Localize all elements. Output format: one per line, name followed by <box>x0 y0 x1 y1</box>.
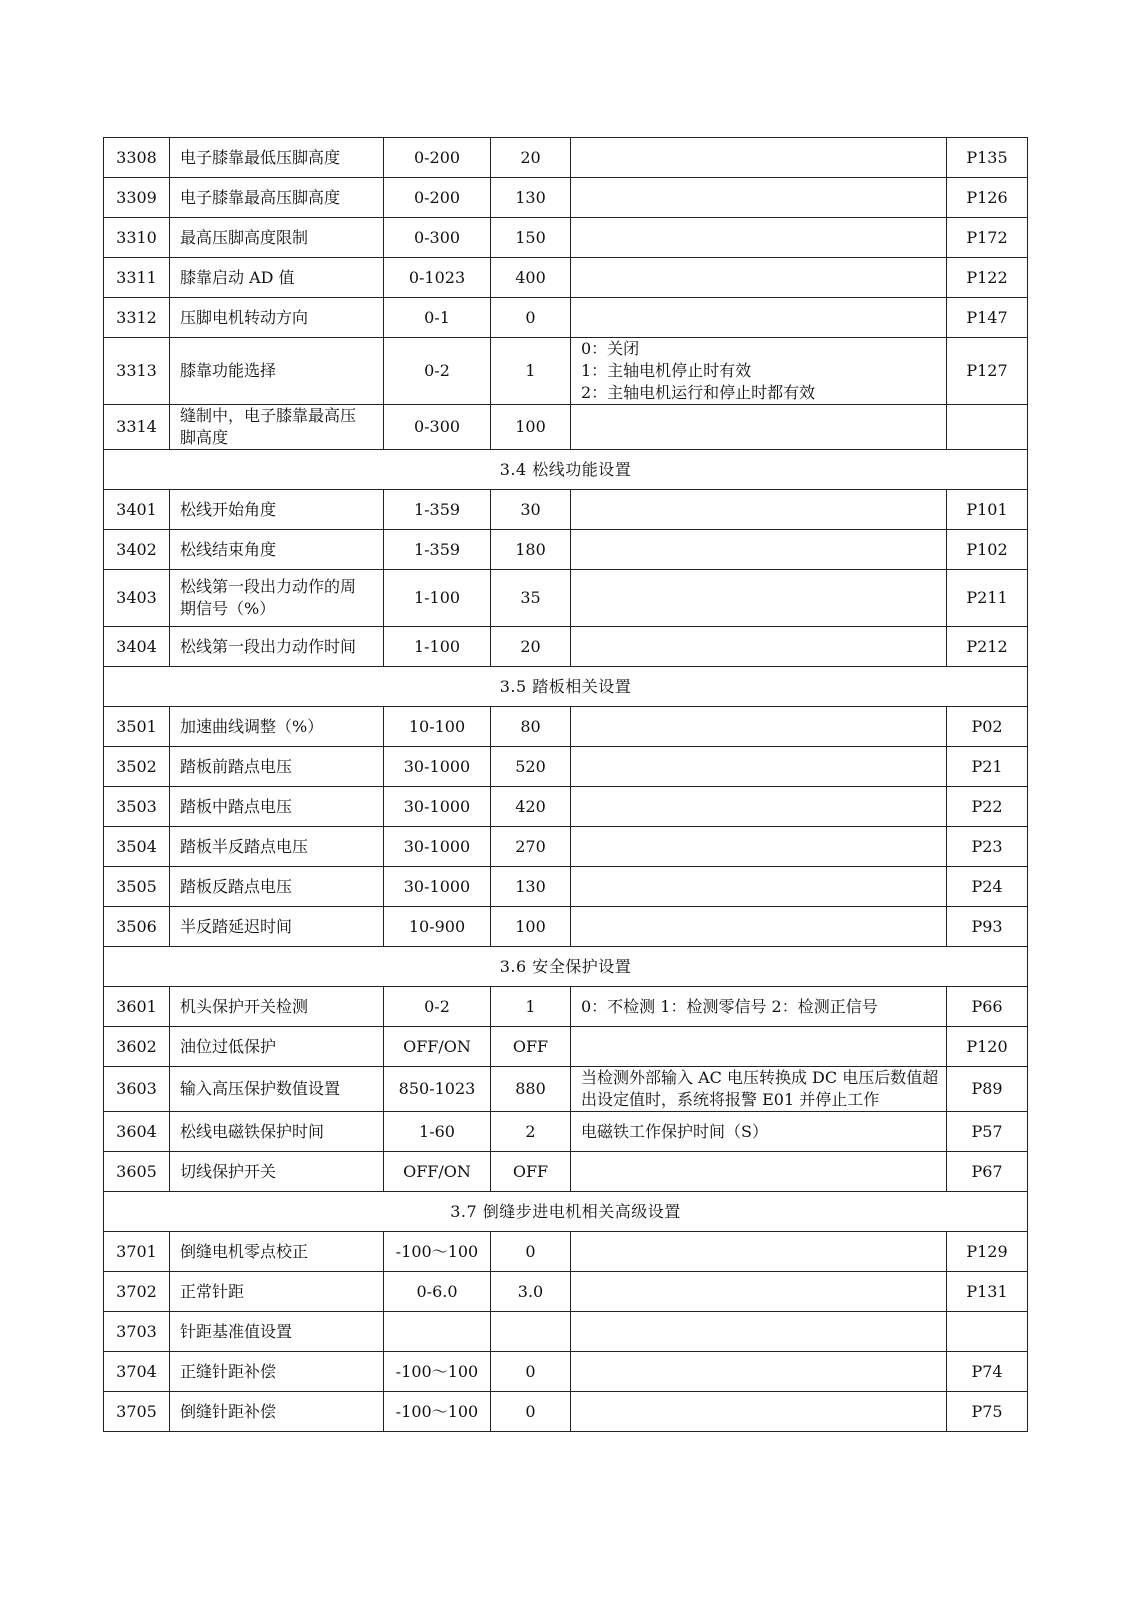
parameter-p-code: P147 <box>947 298 1028 338</box>
parameter-row <box>104 1232 1028 1272</box>
parameter-code: 3401 <box>104 490 170 530</box>
parameter-p-code: P23 <box>947 827 1028 867</box>
parameter-row <box>104 1027 1028 1067</box>
parameter-default: 20 <box>491 627 571 667</box>
parameter-description-line: 0：不检测 1：检测零信号 2：检测正信号 <box>581 996 878 1016</box>
parameter-range: -100～100 <box>384 1392 491 1432</box>
parameter-table-body <box>104 138 1028 1432</box>
parameter-range <box>384 1312 491 1352</box>
parameter-name-line: 压脚电机转动方向 <box>180 307 309 327</box>
parameter-default: 0 <box>491 1352 571 1392</box>
parameter-name <box>170 258 384 298</box>
parameter-range: OFF/ON <box>384 1152 491 1192</box>
parameter-name <box>170 1027 384 1067</box>
parameter-code: 3602 <box>104 1027 170 1067</box>
parameter-row <box>104 178 1028 218</box>
parameter-p-code: P129 <box>947 1232 1028 1272</box>
parameter-row <box>104 627 1028 667</box>
parameter-code: 3402 <box>104 530 170 570</box>
parameter-description <box>571 258 947 298</box>
parameter-row <box>104 405 1028 450</box>
parameter-p-code: P135 <box>947 138 1028 178</box>
parameter-name-line: 油位过低保护 <box>180 1036 277 1056</box>
parameter-default: 100 <box>491 405 571 450</box>
parameter-p-code: P101 <box>947 490 1028 530</box>
parameter-range: 30-1000 <box>384 787 491 827</box>
parameter-range: 10-900 <box>384 907 491 947</box>
parameter-default: 150 <box>491 218 571 258</box>
parameter-name-line: 期信号（%） <box>180 599 276 618</box>
parameter-range: 0-300 <box>384 218 491 258</box>
parameter-description-line: 当检测外部输入 AC 电压转换成 DC 电压后数值超 <box>581 1068 939 1087</box>
parameter-p-code: P120 <box>947 1027 1028 1067</box>
parameter-default: 130 <box>491 867 571 907</box>
parameter-name <box>170 298 384 338</box>
parameter-code: 3703 <box>104 1312 170 1352</box>
parameter-name-line: 半反踏延迟时间 <box>180 916 293 936</box>
parameter-p-code: P74 <box>947 1352 1028 1392</box>
parameter-default: 3.0 <box>491 1272 571 1312</box>
parameter-code: 3502 <box>104 747 170 787</box>
parameter-name-line: 脚高度 <box>180 428 229 447</box>
parameter-name <box>170 1352 384 1392</box>
parameter-default: 520 <box>491 747 571 787</box>
parameter-description <box>571 138 947 178</box>
parameter-code: 3503 <box>104 787 170 827</box>
parameter-default: 0 <box>491 1232 571 1272</box>
parameter-p-code: P93 <box>947 907 1028 947</box>
parameter-p-code <box>947 1312 1028 1352</box>
parameter-code: 3702 <box>104 1272 170 1312</box>
parameter-range: 0-200 <box>384 178 491 218</box>
parameter-code: 3308 <box>104 138 170 178</box>
parameter-row <box>104 1112 1028 1152</box>
parameter-name-line: 最高压脚高度限制 <box>180 227 309 247</box>
parameter-row <box>104 1067 1028 1112</box>
parameter-p-code <box>947 405 1028 450</box>
parameter-row <box>104 907 1028 947</box>
parameter-p-code: P75 <box>947 1392 1028 1432</box>
parameter-range: 1-60 <box>384 1112 491 1152</box>
parameter-row <box>104 787 1028 827</box>
parameter-default: 1 <box>491 987 571 1027</box>
parameter-name-line: 膝靠启动 AD 值 <box>180 267 295 287</box>
parameter-row <box>104 138 1028 178</box>
parameter-name-line: 松线电磁铁保护时间 <box>180 1121 325 1141</box>
parameter-description <box>571 298 947 338</box>
parameter-default: 2 <box>491 1112 571 1152</box>
parameter-name-line: 松线结束角度 <box>180 539 277 559</box>
parameter-description <box>571 1027 947 1067</box>
parameter-row <box>104 1272 1028 1312</box>
parameter-row <box>104 570 1028 627</box>
parameter-range: 0-2 <box>384 338 491 405</box>
parameter-p-code: P67 <box>947 1152 1028 1192</box>
section-title: 3.6 安全保护设置 <box>104 947 1028 987</box>
parameter-description <box>571 530 947 570</box>
parameter-name-line: 倒缝针距补偿 <box>180 1401 277 1421</box>
parameter-name <box>170 138 384 178</box>
parameter-range: 1-359 <box>384 490 491 530</box>
parameter-name <box>170 987 384 1027</box>
parameter-description <box>571 218 947 258</box>
parameter-name-line: 正缝针距补偿 <box>180 1361 277 1381</box>
parameter-name-line: 加速曲线调整（%） <box>180 716 324 736</box>
parameter-p-code: P122 <box>947 258 1028 298</box>
parameter-p-code: P22 <box>947 787 1028 827</box>
section-title: 3.5 踏板相关设置 <box>104 667 1028 707</box>
parameter-code: 3705 <box>104 1392 170 1432</box>
parameter-range: 30-1000 <box>384 747 491 787</box>
parameter-name-line: 踏板中踏点电压 <box>180 796 293 816</box>
parameter-range: 1-359 <box>384 530 491 570</box>
parameter-range: -100～100 <box>384 1352 491 1392</box>
parameter-p-code: P131 <box>947 1272 1028 1312</box>
parameter-range: 10-100 <box>384 707 491 747</box>
parameter-default: 0 <box>491 1392 571 1432</box>
parameter-name <box>170 787 384 827</box>
parameter-name-line: 踏板反踏点电压 <box>180 876 293 896</box>
parameter-description <box>571 987 947 1027</box>
parameter-row <box>104 218 1028 258</box>
parameter-p-code: P127 <box>947 338 1028 405</box>
parameter-row <box>104 747 1028 787</box>
parameter-range: 0-1 <box>384 298 491 338</box>
section-title: 3.4 松线功能设置 <box>104 450 1028 490</box>
parameter-name <box>170 707 384 747</box>
parameter-name <box>170 747 384 787</box>
parameter-code: 3506 <box>104 907 170 947</box>
parameter-name <box>170 867 384 907</box>
parameter-default: 100 <box>491 907 571 947</box>
parameter-table <box>103 137 1028 1432</box>
parameter-description-line: 1：主轴电机停止时有效 <box>581 361 752 380</box>
parameter-row <box>104 530 1028 570</box>
parameter-name <box>170 490 384 530</box>
parameter-p-code: P212 <box>947 627 1028 667</box>
parameter-name <box>170 338 384 405</box>
parameter-row <box>104 1392 1028 1432</box>
parameter-row <box>104 707 1028 747</box>
parameter-code: 3404 <box>104 627 170 667</box>
parameter-description <box>571 1112 947 1152</box>
parameter-description-line: 出设定值时，系统将报警 E01 并停止工作 <box>581 1090 880 1109</box>
parameter-code: 3604 <box>104 1112 170 1152</box>
parameter-row <box>104 298 1028 338</box>
parameter-default: 130 <box>491 178 571 218</box>
parameter-description <box>571 570 947 627</box>
parameter-description-line: 2：主轴电机运行和停止时都有效 <box>581 383 816 402</box>
parameter-p-code: P66 <box>947 987 1028 1027</box>
parameter-name <box>170 1067 384 1112</box>
parameter-description-line: 0：关闭 <box>581 339 640 358</box>
parameter-code: 3605 <box>104 1152 170 1192</box>
parameter-p-code: P57 <box>947 1112 1028 1152</box>
parameter-row <box>104 867 1028 907</box>
parameter-default: 270 <box>491 827 571 867</box>
parameter-name <box>170 1152 384 1192</box>
parameter-default: 35 <box>491 570 571 627</box>
parameter-name-line: 倒缝电机零点校正 <box>180 1241 309 1261</box>
parameter-name-line: 松线第一段出力动作时间 <box>180 636 357 656</box>
parameter-name-line: 踏板前踏点电压 <box>180 756 293 776</box>
parameter-name <box>170 627 384 667</box>
parameter-name-line: 缝制中，电子膝靠最高压 <box>180 406 357 425</box>
parameter-description <box>571 338 947 405</box>
parameter-name <box>170 1232 384 1272</box>
parameter-name <box>170 1312 384 1352</box>
parameter-default: OFF <box>491 1027 571 1067</box>
parameter-name <box>170 1112 384 1152</box>
parameter-range: 0-1023 <box>384 258 491 298</box>
parameter-row <box>104 827 1028 867</box>
parameter-description <box>571 787 947 827</box>
parameter-default: 30 <box>491 490 571 530</box>
parameter-description <box>571 1352 947 1392</box>
parameter-default: 420 <box>491 787 571 827</box>
parameter-row <box>104 1312 1028 1352</box>
parameter-description <box>571 490 947 530</box>
parameter-name-line: 电子膝靠最高压脚高度 <box>180 187 341 207</box>
parameter-name <box>170 405 384 450</box>
parameter-description <box>571 627 947 667</box>
parameter-code: 3505 <box>104 867 170 907</box>
parameter-range: 0-2 <box>384 987 491 1027</box>
parameter-row <box>104 1352 1028 1392</box>
parameter-row <box>104 1152 1028 1192</box>
parameter-p-code: P24 <box>947 867 1028 907</box>
parameter-description <box>571 1152 947 1192</box>
parameter-name <box>170 218 384 258</box>
parameter-code: 3501 <box>104 707 170 747</box>
parameter-code: 3504 <box>104 827 170 867</box>
parameter-range: 30-1000 <box>384 827 491 867</box>
parameter-default: 80 <box>491 707 571 747</box>
parameter-name-line: 针距基准值设置 <box>180 1321 293 1341</box>
parameter-description <box>571 178 947 218</box>
parameter-name <box>170 827 384 867</box>
parameter-code: 3310 <box>104 218 170 258</box>
parameter-p-code: P211 <box>947 570 1028 627</box>
parameter-p-code: P102 <box>947 530 1028 570</box>
parameter-description <box>571 1392 947 1432</box>
parameter-code: 3403 <box>104 570 170 627</box>
parameter-range: 30-1000 <box>384 867 491 907</box>
parameter-p-code: P126 <box>947 178 1028 218</box>
parameter-name-line: 电子膝靠最低压脚高度 <box>180 147 341 167</box>
parameter-range: 850-1023 <box>384 1067 491 1112</box>
parameter-name-line: 踏板半反踏点电压 <box>180 836 309 856</box>
parameter-name <box>170 570 384 627</box>
parameter-default: 20 <box>491 138 571 178</box>
parameter-row <box>104 490 1028 530</box>
section-header-row <box>104 947 1028 987</box>
parameter-default: OFF <box>491 1152 571 1192</box>
parameter-name-line: 正常针距 <box>180 1281 245 1301</box>
parameter-name-line: 切线保护开关 <box>180 1161 277 1181</box>
parameter-range: -100～100 <box>384 1232 491 1272</box>
parameter-default: 180 <box>491 530 571 570</box>
parameter-default: 1 <box>491 338 571 405</box>
parameter-range: OFF/ON <box>384 1027 491 1067</box>
parameter-range: 0-300 <box>384 405 491 450</box>
parameter-name-line: 松线开始角度 <box>180 499 277 519</box>
parameter-name <box>170 178 384 218</box>
parameter-description <box>571 1272 947 1312</box>
parameter-code: 3314 <box>104 405 170 450</box>
parameter-range: 0-200 <box>384 138 491 178</box>
parameter-row <box>104 987 1028 1027</box>
parameter-name <box>170 530 384 570</box>
parameter-p-code: P02 <box>947 707 1028 747</box>
parameter-name-line: 输入高压保护数值设置 <box>180 1079 341 1098</box>
parameter-description-line: 电磁铁工作保护时间（S） <box>581 1121 768 1141</box>
parameter-name <box>170 907 384 947</box>
parameter-row <box>104 258 1028 298</box>
parameter-description <box>571 747 947 787</box>
parameter-range: 1-100 <box>384 627 491 667</box>
parameter-code: 3311 <box>104 258 170 298</box>
parameter-name-line: 机头保护开关检测 <box>180 996 309 1016</box>
parameter-description <box>571 1312 947 1352</box>
parameter-range: 0-6.0 <box>384 1272 491 1312</box>
parameter-name <box>170 1272 384 1312</box>
parameter-description <box>571 1067 947 1112</box>
parameter-name <box>170 1392 384 1432</box>
parameter-code: 3312 <box>104 298 170 338</box>
parameter-code: 3313 <box>104 338 170 405</box>
section-header-row <box>104 450 1028 490</box>
parameter-code: 3601 <box>104 987 170 1027</box>
parameter-code: 3309 <box>104 178 170 218</box>
parameter-row <box>104 338 1028 405</box>
parameter-description <box>571 907 947 947</box>
parameter-description <box>571 405 947 450</box>
parameter-default: 880 <box>491 1067 571 1112</box>
parameter-range: 1-100 <box>384 570 491 627</box>
parameter-description <box>571 1232 947 1272</box>
parameter-description <box>571 867 947 907</box>
parameter-default: 400 <box>491 258 571 298</box>
parameter-code: 3704 <box>104 1352 170 1392</box>
section-header-row <box>104 1192 1028 1232</box>
parameter-description <box>571 707 947 747</box>
section-header-row <box>104 667 1028 707</box>
parameter-p-code: P21 <box>947 747 1028 787</box>
parameter-description <box>571 827 947 867</box>
parameter-default <box>491 1312 571 1352</box>
parameter-p-code: P89 <box>947 1067 1028 1112</box>
parameter-name-line: 膝靠功能选择 <box>180 361 277 380</box>
section-title: 3.7 倒缝步进电机相关高级设置 <box>104 1192 1028 1232</box>
parameter-code: 3603 <box>104 1067 170 1112</box>
parameter-p-code: P172 <box>947 218 1028 258</box>
parameter-name-line: 松线第一段出力动作的周 <box>180 577 357 596</box>
parameter-code: 3701 <box>104 1232 170 1272</box>
parameter-default: 0 <box>491 298 571 338</box>
